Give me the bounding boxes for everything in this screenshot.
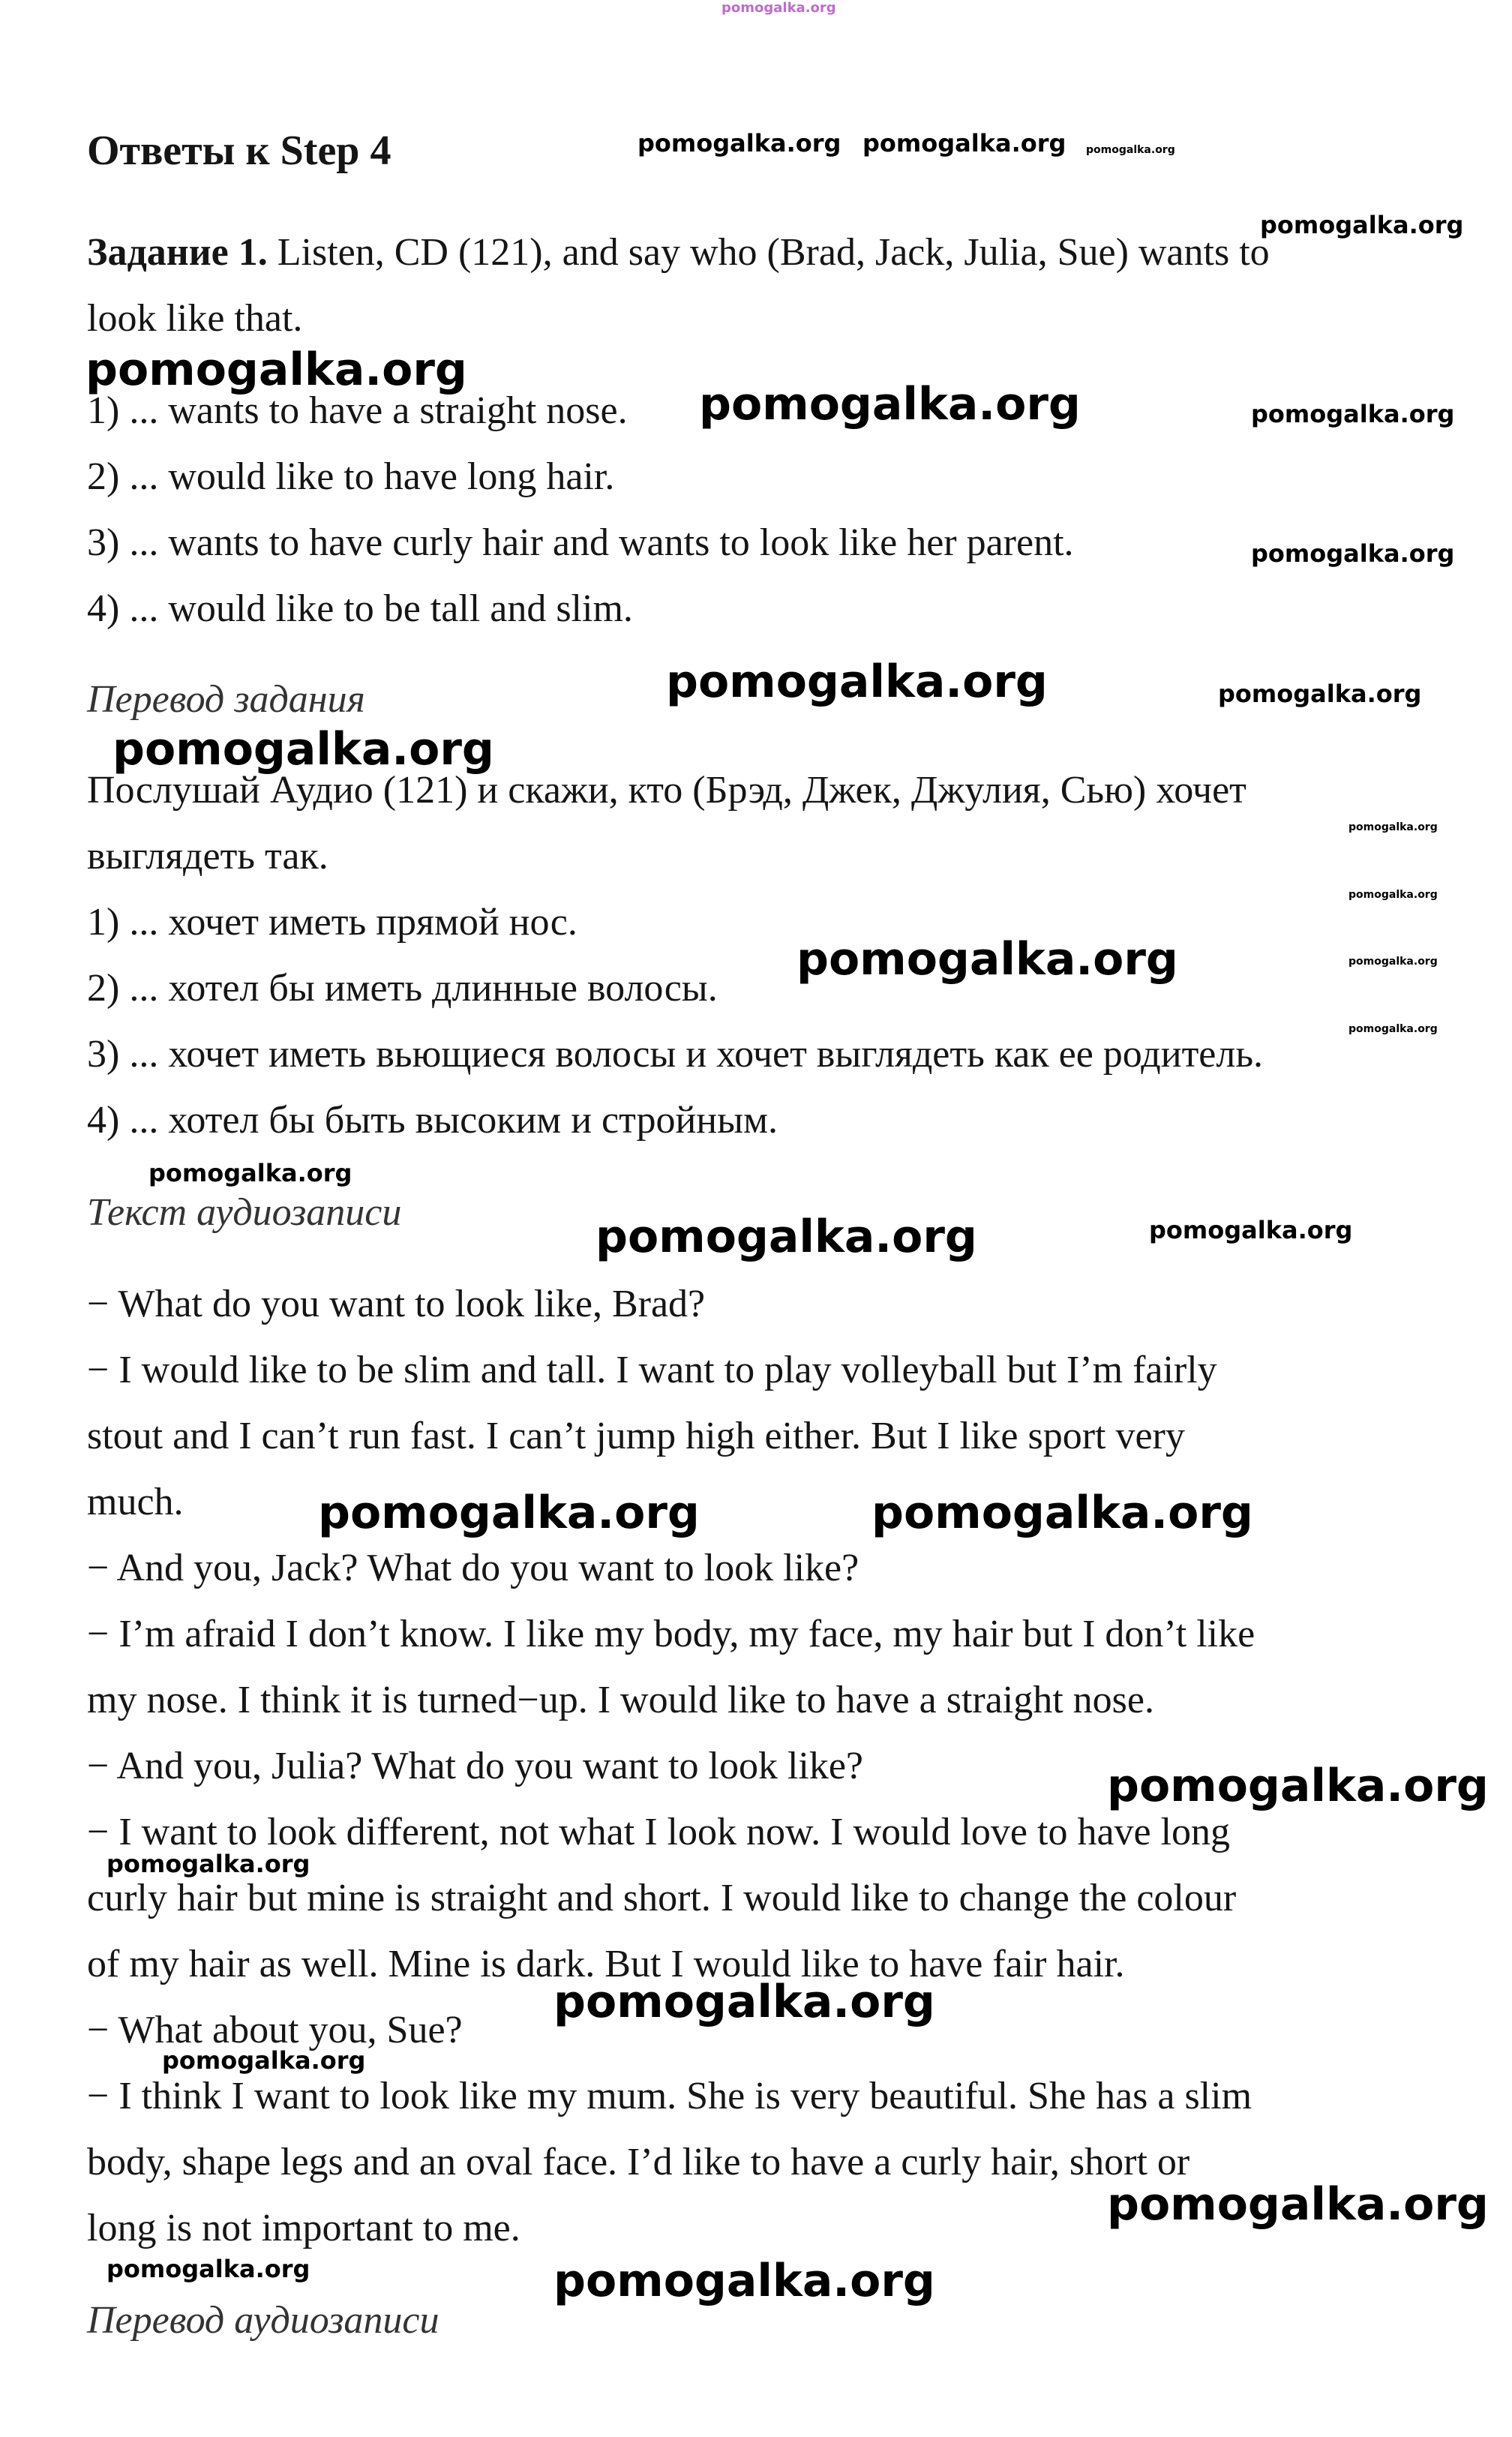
task-item-4: 4) ... would like to be tall and slim. bbox=[87, 587, 633, 630]
translation-heading: Перевод задания bbox=[87, 678, 365, 721]
watermark: pomogalka.org bbox=[554, 1976, 935, 2028]
translation-line-2: выглядеть так. bbox=[87, 835, 328, 878]
audio-line: − I want to look different, not what I look now. I would love to have long bbox=[87, 1811, 1231, 1853]
watermark: pomogalka.org bbox=[666, 656, 1048, 708]
audio-line: body, shape legs and an oval face. I’d like to have a curly hair, short or bbox=[87, 2141, 1190, 2183]
task-text-1: Listen, CD (121), and say who (Brad, Jack, Julia, Sue) wants to bbox=[267, 231, 1270, 274]
audio-line: much. bbox=[87, 1481, 184, 1523]
watermark: pomogalka.org bbox=[862, 129, 1066, 158]
watermark: pomogalka.org bbox=[638, 129, 842, 158]
watermark: pomogalka.org bbox=[1149, 1216, 1353, 1244]
audio-line: − And you, Julia? What do you want to look like? bbox=[87, 1745, 863, 1787]
watermark: pomogalka.org bbox=[1348, 1023, 1438, 1035]
translation-item-1: 1) ... хочет иметь прямой нос. bbox=[87, 901, 578, 944]
translation-item-3: 3) ... хочет иметь вьющиеся волосы и хочет выглядеть как ее родитель. bbox=[87, 1033, 1264, 1076]
task-item-2: 2) ... would like to have long hair. bbox=[87, 455, 615, 498]
audio-translation-heading: Перевод аудиозаписи bbox=[87, 2299, 440, 2342]
watermark: pomogalka.org bbox=[106, 1850, 310, 1878]
watermark: pomogalka.org bbox=[1107, 2178, 1489, 2231]
watermark: pomogalka.org bbox=[112, 723, 494, 776]
audio-line: − I’m afraid I don’t know. I like my body, my face, my hair but I don’t like bbox=[87, 1613, 1256, 1655]
watermark: pomogalka.org bbox=[1251, 539, 1455, 568]
watermark: pomogalka.org bbox=[872, 1487, 1253, 1539]
audio-line: − I think I want to look like my mum. She is very beautiful. She has a slim bbox=[87, 2075, 1252, 2117]
watermark: pomogalka.org bbox=[1348, 821, 1438, 833]
watermark: pomogalka.org bbox=[106, 2255, 310, 2283]
watermark: pomogalka.org bbox=[699, 378, 1081, 431]
watermark: pomogalka.org bbox=[1086, 144, 1175, 156]
translation-item-4: 4) ... хотел бы быть высоким и стройным. bbox=[87, 1099, 778, 1142]
watermark: pomogalka.org bbox=[162, 2046, 366, 2075]
audio-line: − What do you want to look like, Brad? bbox=[87, 1283, 706, 1325]
watermark: pomogalka.org bbox=[1348, 956, 1438, 968]
watermark: pomogalka.org bbox=[596, 1211, 977, 1263]
watermark: pomogalka.org bbox=[1260, 211, 1464, 239]
page-title: Ответы к Step 4 bbox=[87, 128, 392, 174]
watermark: pomogalka.org bbox=[318, 1487, 700, 1539]
audio-line: − And you, Jack? What do you want to look like? bbox=[87, 1547, 860, 1589]
watermark: pomogalka.org bbox=[1251, 400, 1455, 428]
translation-line-1: Послушай Аудио (121) и скажи, кто (Брэд, Джек, Джулия, Сью) хочет bbox=[87, 769, 1246, 812]
translation-item-2: 2) ... хотел бы иметь длинные волосы. bbox=[87, 967, 718, 1010]
watermark: pomogalka.org bbox=[148, 1159, 352, 1187]
audio-heading: Текст аудиозаписи bbox=[87, 1191, 402, 1234]
task-item-1: 1) ... wants to have a straight nose. bbox=[87, 389, 628, 432]
task-line-1 bbox=[87, 230, 1270, 276]
audio-line: − I would like to be slim and tall. I want to play volleyball but I’m fairly bbox=[87, 1349, 1217, 1391]
task-item-3: 3) ... wants to have curly hair and wants to look like her parent. bbox=[87, 521, 1074, 564]
audio-line: my nose. I think it is turned−up. I would like to have a straight nose. bbox=[87, 1679, 1154, 1721]
audio-line: − What about you, Sue? bbox=[87, 2009, 463, 2051]
watermark: pomogalka.org bbox=[796, 933, 1178, 986]
task-label: Задание 1. bbox=[87, 231, 268, 274]
watermark: pomogalka.org bbox=[1218, 680, 1422, 708]
watermark: pomogalka.org bbox=[1107, 1760, 1489, 1812]
audio-line: of my hair as well. Mine is dark. But I would like to have fair hair. bbox=[87, 1943, 1125, 1985]
watermark: pomogalka.org bbox=[86, 344, 467, 396]
audio-line: curly hair but mine is straight and short. I would like to change the colour bbox=[87, 1877, 1237, 1919]
task-line-2: look like that. bbox=[87, 297, 303, 340]
audio-line: stout and I can’t run fast. I can’t jump high either. But I like sport very bbox=[87, 1415, 1185, 1457]
watermark: pomogalka.org bbox=[722, 0, 836, 16]
watermark: pomogalka.org bbox=[554, 2255, 935, 2307]
watermark: pomogalka.org bbox=[1348, 889, 1438, 901]
audio-line: long is not important to me. bbox=[87, 2207, 520, 2249]
